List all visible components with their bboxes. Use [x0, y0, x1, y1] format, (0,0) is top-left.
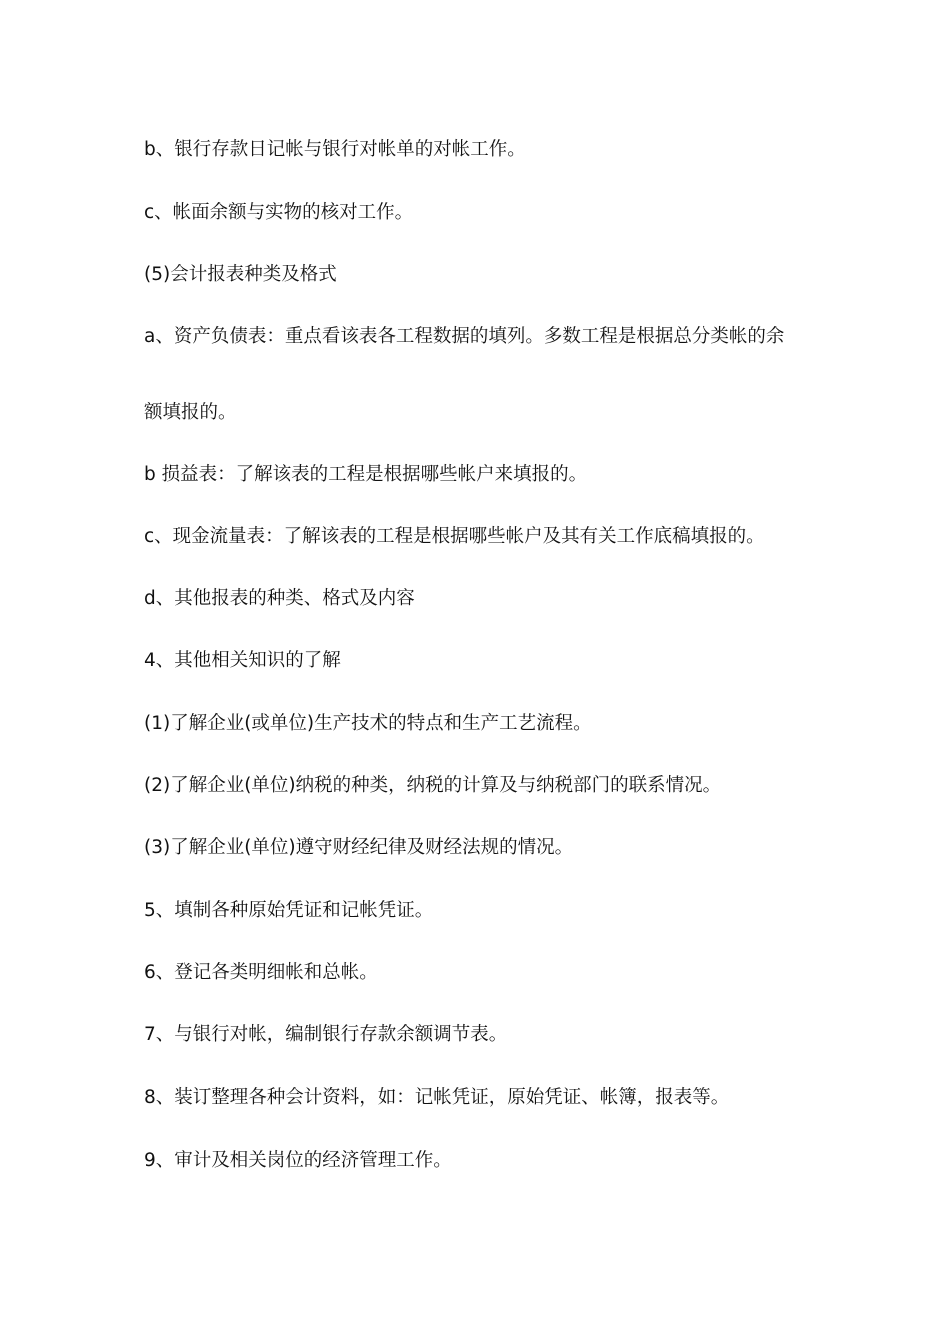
text-line-financial-discipline: (3)了解企业(单位)遵守财经纪律及财经法规的情况。: [144, 837, 574, 858]
text-line-balance-sheet: a、资产负债表：重点看该表各工程数据的填列。多数工程是根据总分类帐的余: [144, 326, 785, 347]
text-line-balance-sheet-continued: 额填报的。: [144, 402, 237, 423]
text-line-production-technology: (1)了解企业(或单位)生产技术的特点和生产工艺流程。: [144, 713, 592, 734]
text-line-tax-types: (2)了解企业(单位)纳税的种类，纳税的计算及与纳税部门的联系情况。: [144, 775, 722, 796]
text-line-related-knowledge-heading: 4、其他相关知识的了解: [144, 650, 341, 671]
text-line-bind-materials: 8、装订整理各种会计资料，如：记帐凭证，原始凭证、帐簿，报表等。: [144, 1087, 730, 1108]
text-line-bank-balance-reconciliation: 7、与银行对帐，编制银行存款余额调节表。: [144, 1024, 508, 1045]
text-line-register-ledgers: 6、登记各类明细帐和总帐。: [144, 962, 378, 983]
text-line-fill-vouchers: 5、填制各种原始凭证和记帐凭证。: [144, 900, 434, 921]
text-line-book-vs-physical: c、帐面余额与实物的核对工作。: [144, 202, 414, 223]
text-line-report-types-heading: (5)会计报表种类及格式: [144, 264, 337, 285]
text-line-audit-management: 9、审计及相关岗位的经济管理工作。: [144, 1150, 452, 1171]
text-line-bank-reconciliation: b、银行存款日记帐与银行对帐单的对帐工作。: [144, 139, 526, 160]
text-line-other-reports: d、其他报表的种类、格式及内容: [144, 588, 415, 609]
text-line-income-statement: b 损益表：了解该表的工程是根据哪些帐户来填报的。: [144, 464, 588, 485]
text-line-cash-flow-statement: c、现金流量表：了解该表的工程是根据哪些帐户及其有关工作底稿填报的。: [144, 526, 765, 547]
